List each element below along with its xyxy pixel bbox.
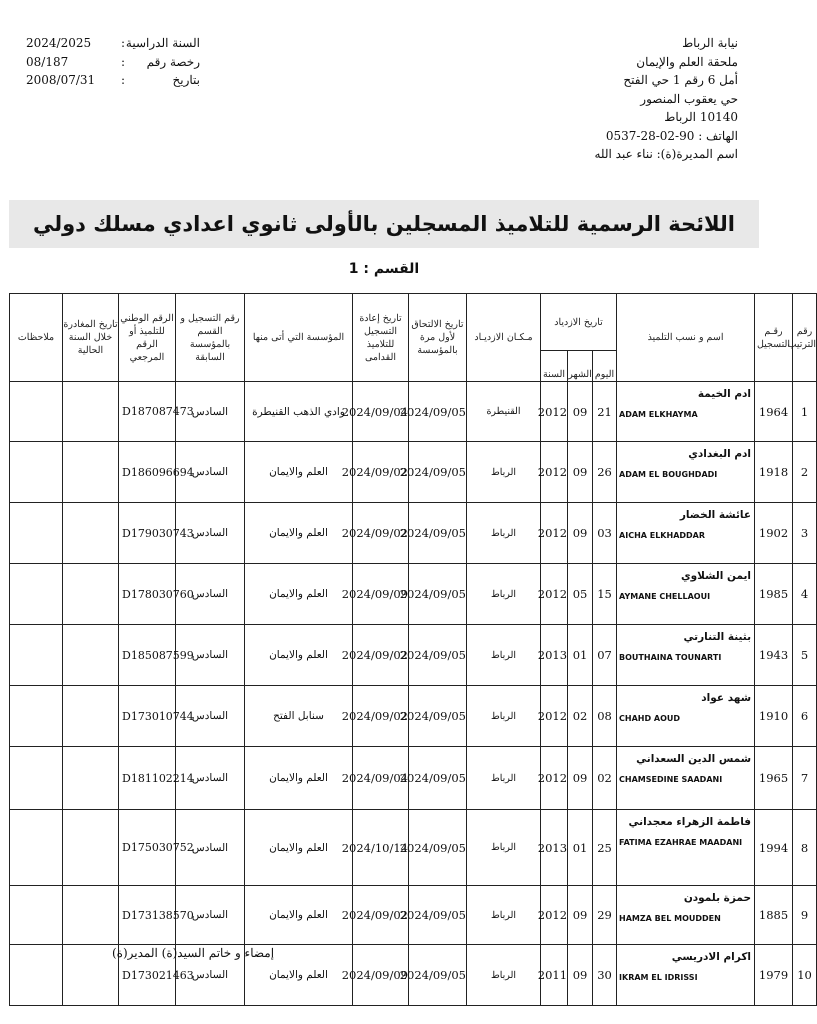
student-name-arabic: فاطمة الزهراء معجداني xyxy=(628,816,752,828)
notes-cell xyxy=(10,564,63,625)
enroll-date-cell: 2024/09/05 xyxy=(409,747,467,810)
previous-class-cell: السادس xyxy=(176,747,245,810)
table-row xyxy=(10,810,817,886)
order-cell: 9 xyxy=(793,886,817,945)
birthplace-cell: الرباط xyxy=(467,810,541,886)
order-cell: 2 xyxy=(793,442,817,503)
order-cell: 4 xyxy=(793,564,817,625)
notes-cell xyxy=(10,442,63,503)
birthplace-cell: الرباط xyxy=(467,747,541,810)
birth-month-cell: 01 xyxy=(568,810,593,886)
leave-date-cell xyxy=(63,625,119,686)
director-name: نناء عبد الله xyxy=(594,147,653,161)
header-birthdate: تاريخ الازدياد xyxy=(541,294,617,351)
leave-date-cell xyxy=(63,442,119,503)
date-label: بتاريخ xyxy=(172,73,200,87)
notes-cell xyxy=(10,382,63,442)
enroll-date-cell: 2024/09/05 xyxy=(409,886,467,945)
student-name-arabic: حمزة بلمودن xyxy=(683,892,752,904)
birthplace-cell: الرباط xyxy=(467,945,541,1006)
header-order: رقم الترتيب xyxy=(793,294,817,382)
phone-number: 0537-28-02-90 xyxy=(605,128,695,143)
table-body xyxy=(10,382,817,1006)
registration-cell: 1994 xyxy=(755,810,793,886)
previous-class-cell: السادس xyxy=(176,382,245,442)
notes-cell xyxy=(10,945,63,1006)
header-month: الشهر xyxy=(568,351,593,382)
student-name-latin: ADAM ELKHAYMA xyxy=(619,410,698,419)
birth-year-cell: 2013 xyxy=(541,810,568,886)
birth-day-cell: 25 xyxy=(593,810,617,886)
birth-year-cell: 2012 xyxy=(541,382,568,442)
national-id-cell: D185087599 xyxy=(119,625,176,686)
leave-date-cell xyxy=(63,686,119,747)
header-enroll-date: تاريخ الالتحاق لأول مرة بالمؤسسة xyxy=(409,294,467,382)
student-name-arabic: ايمن الشلاوي xyxy=(680,570,752,582)
origin-school-cell: العلم والايمان xyxy=(245,810,353,886)
phone-line xyxy=(478,127,738,146)
registration-cell: 1902 xyxy=(755,503,793,564)
enroll-date-cell: 2024/09/05 xyxy=(409,686,467,747)
student-name-arabic: بثينة التنارتي xyxy=(683,631,752,643)
origin-school-cell: العلم والايمان xyxy=(245,886,353,945)
year-label: السنة الدراسية xyxy=(125,36,200,50)
origin-school-cell: العلم والايمان xyxy=(245,747,353,810)
reenroll-date-cell: 2024/09/09 xyxy=(353,945,409,1006)
previous-class-cell: السادس xyxy=(176,503,245,564)
student-name-cell xyxy=(617,382,755,442)
birth-year-cell: 2012 xyxy=(541,503,568,564)
header-notes: ملاحظات xyxy=(10,294,63,382)
title-band xyxy=(9,200,759,248)
table-row xyxy=(10,564,817,625)
birth-day-cell: 30 xyxy=(593,945,617,1006)
registration-cell: 1979 xyxy=(755,945,793,1006)
reenroll-date-cell: 2024/10/14 xyxy=(353,810,409,886)
table-row xyxy=(10,686,817,747)
reenroll-date-cell: 2024/09/02 xyxy=(353,503,409,564)
order-cell: 8 xyxy=(793,810,817,886)
origin-school-cell: العلم والايمان xyxy=(245,442,353,503)
address-line-1: أمل 6 رقم 1 حي الفتح xyxy=(623,73,738,87)
order-cell: 1 xyxy=(793,382,817,442)
birth-year-cell: 2012 xyxy=(541,686,568,747)
birth-year-cell: 2012 xyxy=(541,564,568,625)
table-row xyxy=(10,886,817,945)
origin-school-cell: العلم والايمان xyxy=(245,945,353,1006)
enroll-date-cell: 2024/09/05 xyxy=(409,945,467,1006)
birthplace-cell: القنيطرة xyxy=(467,382,541,442)
previous-class-cell: السادس xyxy=(176,945,245,1006)
year-info xyxy=(20,34,200,90)
header-birthplace: مـكـان الازديـاد xyxy=(467,294,541,382)
notes-cell xyxy=(10,686,63,747)
notes-cell xyxy=(10,747,63,810)
student-name-latin: FATIMA EZAHRAE MAADANI xyxy=(619,838,743,847)
birthplace-cell: الرباط xyxy=(467,442,541,503)
student-name-latin: ADAM EL BOUGHDADI xyxy=(619,470,718,479)
signature-label: إمضاء و خاتم السيد(ة) المدير(ة) xyxy=(112,946,275,960)
student-name-cell xyxy=(617,945,755,1006)
birth-day-cell: 02 xyxy=(593,747,617,810)
header-national-id: الرقم الوطني للتلميذ أو الرقم المرجعي xyxy=(119,294,176,382)
address-line-3: 10140 الرباط xyxy=(664,110,738,124)
origin-school-cell: العلم والايمان xyxy=(245,503,353,564)
school-name: ملحقة العلم والإيمان xyxy=(636,54,738,69)
birth-year-cell: 2012 xyxy=(541,886,568,945)
table-row xyxy=(10,747,817,810)
enroll-date-cell: 2024/09/05 xyxy=(409,564,467,625)
table-row xyxy=(10,503,817,564)
leave-date-cell xyxy=(63,564,119,625)
previous-class-cell: السادس xyxy=(176,810,245,886)
student-name-latin: CHAMSEDINE SAADANI xyxy=(619,775,723,784)
student-name-latin: BOUTHAINA TOUNARTI xyxy=(619,653,722,662)
notes-cell xyxy=(10,810,63,886)
previous-class-cell: السادس xyxy=(176,564,245,625)
notes-cell xyxy=(10,886,63,945)
leave-date-cell xyxy=(63,945,119,1006)
registration-cell: 1965 xyxy=(755,747,793,810)
reenroll-date-cell: 2024/09/04 xyxy=(353,747,409,810)
national-id-cell: D179030743 xyxy=(119,503,176,564)
previous-class-cell: السادس xyxy=(176,686,245,747)
previous-class-cell: السادس xyxy=(176,625,245,686)
student-name-arabic: ادم البغدادي xyxy=(688,448,752,460)
enroll-date-cell: 2024/09/05 xyxy=(409,810,467,886)
birth-month-cell: 09 xyxy=(568,945,593,1006)
birth-year-cell: 2012 xyxy=(541,747,568,810)
birth-year-cell: 2011 xyxy=(541,945,568,1006)
birth-month-cell: 09 xyxy=(568,382,593,442)
previous-class-cell: السادس xyxy=(176,442,245,503)
student-name-cell xyxy=(617,442,755,503)
birth-month-cell: 09 xyxy=(568,886,593,945)
previous-class-cell: السادس xyxy=(176,886,245,945)
enroll-date-cell: 2024/09/05 xyxy=(409,382,467,442)
birth-month-cell: 02 xyxy=(568,686,593,747)
student-name-latin: IKRAM EL IDRISSI xyxy=(619,973,698,982)
leave-date-cell xyxy=(63,747,119,810)
header-reenroll-date: تاريخ إعادة التسجيل للتلاميذ القدامى xyxy=(353,294,409,382)
order-cell: 10 xyxy=(793,945,817,1006)
student-name-cell xyxy=(617,564,755,625)
address-line-2: حي يعقوب المنصور xyxy=(640,91,738,106)
student-name-cell xyxy=(617,886,755,945)
header-name: اسم و نسب التلميذ xyxy=(617,294,755,382)
license-row xyxy=(20,53,200,72)
leave-date-cell xyxy=(63,810,119,886)
birth-day-cell: 26 xyxy=(593,442,617,503)
order-cell: 3 xyxy=(793,503,817,564)
national-id-cell: D187087473 xyxy=(119,382,176,442)
birthplace-cell: الرباط xyxy=(467,564,541,625)
birth-month-cell: 01 xyxy=(568,625,593,686)
student-name-latin: CHAHD AOUD xyxy=(619,714,681,723)
registration-cell: 1964 xyxy=(755,382,793,442)
national-id-cell: D181102214 xyxy=(119,747,176,810)
reenroll-date-cell: 2024/09/09 xyxy=(353,564,409,625)
registration-cell: 1885 xyxy=(755,886,793,945)
section-label: القسم : 1 xyxy=(348,261,420,277)
birthplace-cell: الرباط xyxy=(467,886,541,945)
student-name-cell xyxy=(617,625,755,686)
student-name-arabic: ادم الخيمة xyxy=(697,388,752,400)
header-leave-date: تاريخ المغادرة خلال السنة الحالية xyxy=(63,294,119,382)
separator: : xyxy=(120,54,126,69)
registration-cell: 1985 xyxy=(755,564,793,625)
director-label: اسم المديرة(ة): xyxy=(656,147,738,161)
national-id-cell: D186096694 xyxy=(119,442,176,503)
registration-cell: 1910 xyxy=(755,686,793,747)
student-name-latin: AYMANE CHELLAOUI xyxy=(619,592,711,601)
order-cell: 5 xyxy=(793,625,817,686)
date-value: 2008/07/31 xyxy=(26,73,96,87)
student-name-arabic: اكرام الادريسي xyxy=(671,951,752,963)
national-id-cell: D173138570 xyxy=(119,886,176,945)
reenroll-date-cell: 2024/09/02 xyxy=(353,625,409,686)
reenroll-date-cell: 2024/09/02 xyxy=(353,686,409,747)
separator: : xyxy=(120,73,126,87)
header-day: اليوم xyxy=(593,351,617,382)
director-line xyxy=(478,145,738,164)
student-name-arabic: شمس الدين السعداني xyxy=(636,753,752,765)
birth-month-cell: 09 xyxy=(568,747,593,810)
enroll-date-cell: 2024/09/05 xyxy=(409,442,467,503)
school-info xyxy=(478,34,738,164)
reenroll-date-cell: 2024/09/04 xyxy=(353,382,409,442)
notes-cell xyxy=(10,625,63,686)
student-name-latin: HAMZA BEL MOUDDEN xyxy=(619,914,721,923)
student-name-arabic: عائشة الخضار xyxy=(679,509,752,521)
order-cell: 7 xyxy=(793,747,817,810)
birth-month-cell: 05 xyxy=(568,564,593,625)
registration-cell: 1943 xyxy=(755,625,793,686)
leave-date-cell xyxy=(63,503,119,564)
license-value: 08/187 xyxy=(26,54,69,69)
header-registration: رقـم التسجيل xyxy=(755,294,793,382)
reenroll-date-cell: 2024/09/02 xyxy=(353,886,409,945)
origin-school-cell: العلم والايمان xyxy=(245,564,353,625)
birthplace-cell: الرباط xyxy=(467,625,541,686)
origin-school-cell: العلم والايمان xyxy=(245,625,353,686)
birth-year-cell: 2013 xyxy=(541,625,568,686)
table-row xyxy=(10,625,817,686)
birth-day-cell: 29 xyxy=(593,886,617,945)
license-label: رخصة رقم xyxy=(146,54,200,69)
national-id-cell: D173010744 xyxy=(119,686,176,747)
enroll-date-cell: 2024/09/05 xyxy=(409,503,467,564)
birth-month-cell: 09 xyxy=(568,503,593,564)
directorate: نيابة الرباط xyxy=(682,36,738,50)
date-row xyxy=(20,71,200,90)
order-cell: 6 xyxy=(793,686,817,747)
registration-cell: 1918 xyxy=(755,442,793,503)
reenroll-date-cell: 2024/09/02 xyxy=(353,442,409,503)
header-previous-class: رقم التسجيل و القسم بالمؤسسة السابقة xyxy=(176,294,245,382)
notes-cell xyxy=(10,503,63,564)
header-year: السنة xyxy=(541,351,568,382)
birth-month-cell: 09 xyxy=(568,442,593,503)
birth-day-cell: 08 xyxy=(593,686,617,747)
year-row xyxy=(20,34,200,53)
student-name-cell xyxy=(617,503,755,564)
birth-year-cell: 2012 xyxy=(541,442,568,503)
leave-date-cell xyxy=(63,886,119,945)
national-id-cell: D175030752 xyxy=(119,810,176,886)
enroll-date-cell: 2024/09/05 xyxy=(409,625,467,686)
student-name-cell xyxy=(617,747,755,810)
origin-school-cell: وادي الذهب القنيطرة xyxy=(245,382,353,442)
student-name-latin: AICHA ELKHADDAR xyxy=(619,531,706,540)
document-title: اللائحة الرسمية للتلاميذ المسجلين بالأولى ثانوي اعدادي مسلك دولي xyxy=(33,212,735,236)
birth-day-cell: 03 xyxy=(593,503,617,564)
table-row xyxy=(10,442,817,503)
birth-day-cell: 21 xyxy=(593,382,617,442)
table-row xyxy=(10,382,817,442)
origin-school-cell: سنابل الفتح xyxy=(245,686,353,747)
year-value: 2024/2025 xyxy=(26,36,92,50)
birth-day-cell: 07 xyxy=(593,625,617,686)
student-name-cell xyxy=(617,810,755,886)
separator: : xyxy=(120,36,126,50)
birthplace-cell: الرباط xyxy=(467,686,541,747)
students-table xyxy=(9,293,817,1006)
header-origin-school: المؤسسة التي أتى منها xyxy=(245,294,353,382)
student-name-arabic: شهد عواد xyxy=(701,692,752,704)
national-id-cell: D178030760 xyxy=(119,564,176,625)
national-id-cell: D173021463 xyxy=(119,945,176,1006)
birthplace-cell: الرباط xyxy=(467,503,541,564)
leave-date-cell xyxy=(63,382,119,442)
phone-label: الهاتف : xyxy=(698,128,738,143)
student-name-cell xyxy=(617,686,755,747)
birth-day-cell: 15 xyxy=(593,564,617,625)
